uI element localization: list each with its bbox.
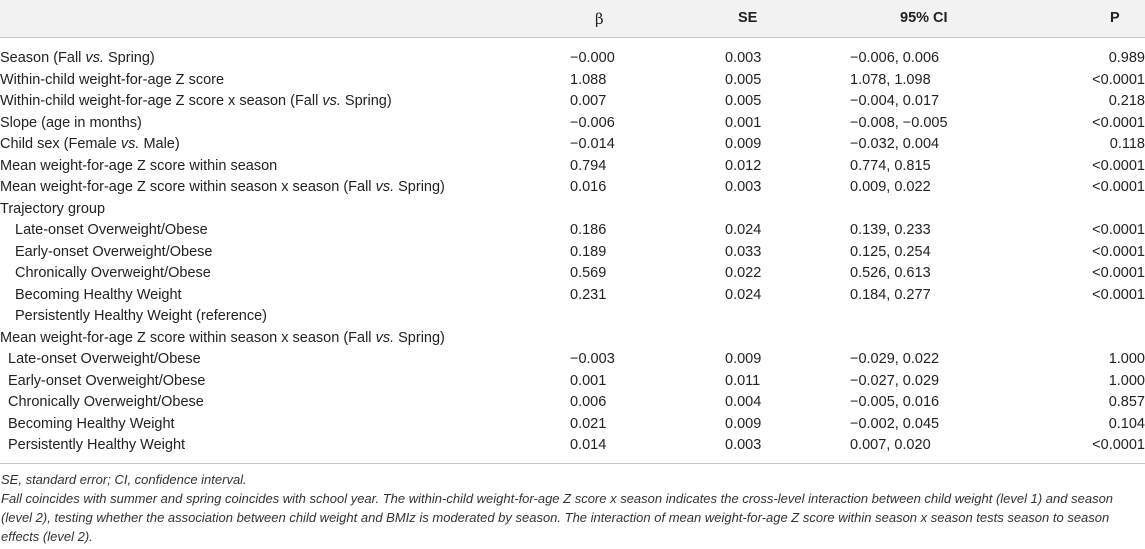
row-ci: 0.009, 0.022 <box>850 179 931 195</box>
row-label: Slope (age in months) <box>0 114 142 131</box>
row-label: Trajectory group <box>0 200 106 217</box>
row-ci: 1.078, 1.098 <box>850 71 931 88</box>
table-row <box>0 220 1145 242</box>
row-ci: 0.526, 0.613 <box>850 265 931 281</box>
row-ci: −0.008, −0.005 <box>850 114 948 131</box>
row-label: Child sex (Female vs. Male) <box>0 136 180 152</box>
header-se: SE <box>738 10 758 26</box>
header-beta: β <box>595 10 604 28</box>
row-beta: 0.007 <box>570 93 607 109</box>
row-ci: 0.125, 0.254 <box>850 243 931 260</box>
row-p: 0.104 <box>1108 415 1145 432</box>
table-row <box>0 306 1145 328</box>
row-se: 0.001 <box>725 114 762 131</box>
table-row <box>0 199 1145 221</box>
row-se: 0.003 <box>725 50 762 66</box>
table-body <box>0 48 1145 457</box>
row-se: 0.011 <box>725 372 761 389</box>
row-ci: 0.139, 0.233 <box>850 222 931 238</box>
row-beta: 0.021 <box>570 415 607 432</box>
note-abbreviations: SE, standard error; CI, confidence interval. <box>1 472 247 487</box>
table-row <box>0 328 1145 350</box>
table-header <box>0 0 1145 38</box>
row-se: 0.024 <box>725 222 762 238</box>
row-beta: −0.014 <box>570 136 615 152</box>
row-p: 0.989 <box>1108 50 1145 66</box>
row-beta: −0.003 <box>570 351 615 367</box>
row-label: Persistently Healthy Weight <box>8 437 186 453</box>
table-row <box>0 48 1145 70</box>
row-ci: −0.002, 0.045 <box>850 415 940 432</box>
row-ci: 0.007, 0.020 <box>850 437 931 453</box>
row-beta <box>570 199 725 221</box>
row-beta: −0.000 <box>570 50 615 66</box>
row-beta: 0.569 <box>570 265 607 281</box>
table-row <box>0 392 1145 414</box>
row-beta: 0.006 <box>570 394 607 410</box>
row-p: <0.0001 <box>1092 114 1145 131</box>
row-label: Late-onset Overweight/Obese <box>8 351 201 367</box>
row-p: <0.0001 <box>1092 157 1145 174</box>
row-label: Persistently Healthy Weight (reference) <box>15 308 267 324</box>
row-p: <0.0001 <box>1092 286 1145 303</box>
row-p: <0.0001 <box>1092 71 1145 88</box>
row-beta: −0.006 <box>570 114 615 131</box>
row-label: Chronically Overweight/Obese <box>8 394 204 410</box>
row-label: Late-onset Overweight/Obese <box>15 222 208 238</box>
row-beta: 0.001 <box>570 372 607 389</box>
table-footer-rule <box>0 463 1145 464</box>
row-se: 0.033 <box>725 243 762 260</box>
table-row <box>0 263 1145 285</box>
row-p: 0.118 <box>1109 136 1145 152</box>
row-label: Becoming Healthy Weight <box>8 415 175 432</box>
row-se: 0.009 <box>725 136 762 152</box>
row-p: 1.000 <box>1108 372 1145 389</box>
row-se: 0.022 <box>725 265 762 281</box>
row-p <box>1030 199 1145 221</box>
row-p: <0.0001 <box>1092 265 1145 281</box>
table-row <box>0 285 1145 307</box>
row-label: Chronically Overweight/Obese <box>15 265 211 281</box>
row-beta: 0.186 <box>570 222 607 238</box>
row-p <box>1030 306 1145 328</box>
row-ci: −0.029, 0.022 <box>850 351 940 367</box>
row-p <box>1030 328 1145 350</box>
row-se: 0.004 <box>725 394 762 410</box>
row-ci: 0.184, 0.277 <box>850 286 931 303</box>
row-se: 0.024 <box>725 286 762 303</box>
row-beta: 0.016 <box>570 179 607 195</box>
row-p: <0.0001 <box>1092 222 1145 238</box>
row-ci: 0.774, 0.815 <box>850 157 931 174</box>
row-label: Early-onset Overweight/Obese <box>8 372 206 389</box>
row-se <box>725 199 850 221</box>
row-p: 1.000 <box>1108 351 1145 367</box>
row-ci: −0.006, 0.006 <box>850 50 940 66</box>
row-se: 0.009 <box>725 415 762 432</box>
row-beta <box>570 306 725 328</box>
table-row <box>0 242 1145 264</box>
table-row <box>0 371 1145 393</box>
row-se: 0.005 <box>725 71 762 88</box>
row-se: 0.005 <box>725 93 762 109</box>
row-se <box>725 328 850 350</box>
row-p: 0.218 <box>1108 93 1145 109</box>
row-se <box>725 306 850 328</box>
row-se: 0.012 <box>725 157 762 174</box>
row-ci <box>850 328 1030 350</box>
row-ci: −0.032, 0.004 <box>850 136 940 152</box>
table-row <box>0 435 1145 457</box>
row-p: <0.0001 <box>1092 243 1145 260</box>
table-row <box>0 156 1145 178</box>
row-ci: −0.004, 0.017 <box>850 93 940 109</box>
row-label: Early-onset Overweight/Obese <box>15 243 213 260</box>
row-label: Becoming Healthy Weight <box>15 286 182 303</box>
table-row <box>0 70 1145 92</box>
row-p: <0.0001 <box>1092 179 1145 195</box>
header-ci: 95% CI <box>900 10 948 26</box>
row-p: <0.0001 <box>1092 437 1145 453</box>
row-label: Season (Fall vs. Spring) <box>0 50 155 66</box>
row-se: 0.003 <box>725 179 762 195</box>
row-beta: 0.794 <box>570 157 607 174</box>
row-label: Within-child weight-for-age Z score <box>0 71 225 88</box>
row-beta: 0.189 <box>570 243 607 260</box>
table-notes <box>1 470 1141 546</box>
table-row <box>0 134 1145 156</box>
row-p: 0.857 <box>1108 394 1145 410</box>
table-row <box>0 349 1145 371</box>
row-beta: 0.014 <box>570 437 607 453</box>
row-label: Mean weight-for-age Z score within season x season (Fall vs. Spring) <box>0 179 445 195</box>
row-ci: −0.027, 0.029 <box>850 372 940 389</box>
header-p: P <box>1110 10 1120 26</box>
row-beta: 0.231 <box>570 286 607 303</box>
row-label: Mean weight-for-age Z score within season <box>0 157 278 174</box>
row-ci: −0.005, 0.016 <box>850 394 940 410</box>
table-row <box>0 113 1145 135</box>
table-row <box>0 414 1145 436</box>
row-se: 0.003 <box>725 437 762 453</box>
row-beta: 1.088 <box>570 71 607 88</box>
note-explanation: Fall coincides with summer and spring coincides with school year. The within-child weight-for-age Z score x season indicates the cross-level interaction between child weight (level 1) and season (level 2), testing whether the association between child weight and BMIz is moderated by season. The interaction of mean weight-for-age Z score within season x season tests season to season effects (level 2). <box>1 491 1114 544</box>
row-beta <box>570 328 725 350</box>
row-label: Mean weight-for-age Z score within season x season (Fall vs. Spring) <box>0 329 445 346</box>
table-row <box>0 91 1145 113</box>
row-se: 0.009 <box>725 351 762 367</box>
row-ci <box>850 306 1030 328</box>
table-row <box>0 177 1145 199</box>
row-ci <box>850 199 1030 221</box>
row-label: Within-child weight-for-age Z score x season (Fall vs. Spring) <box>0 93 392 109</box>
